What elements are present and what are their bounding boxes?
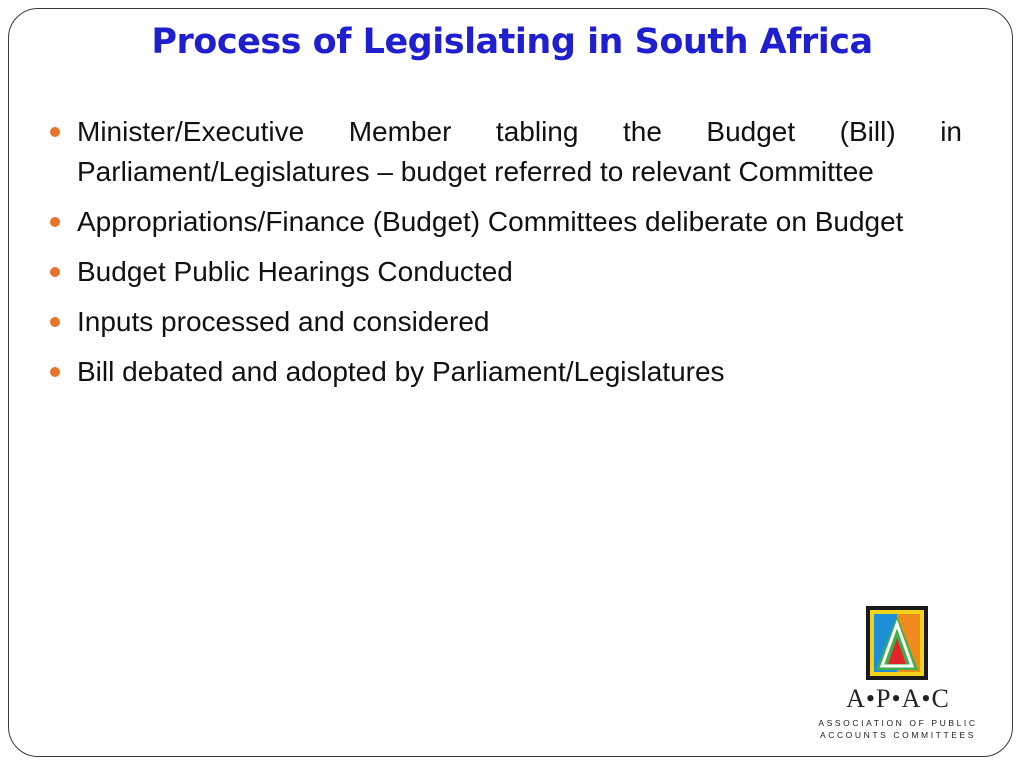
bullet-item [48,112,962,192]
bullet-text: Inputs processed and considered [77,306,490,337]
logo-tagline-line1: ASSOCIATION OF PUBLIC [818,718,978,728]
bullet-item [48,352,962,392]
bullet-dot-icon [50,317,60,327]
bullet-dot-icon [50,217,60,227]
bullet-list [48,112,962,402]
bullet-text: Budget Public Hearings Conducted [77,256,513,287]
apac-logo-mark-icon [864,604,930,682]
bullet-dot-icon [50,367,60,377]
bullet-item [48,252,962,292]
slide-title: Process of Legislating in South Africa [151,22,873,62]
bullet-item [48,302,962,342]
logo-name: A•P•A•C [846,684,950,713]
bullet-dot-icon [50,267,60,277]
apac-logo [818,602,978,742]
bullet-text: Bill debated and adopted by Parliament/Legislatures [77,356,725,387]
bullet-text: Minister/Executive Member tabling the Budget (Bill) in Parliament/Legislatures – budget referred to relevant Committee [77,116,962,187]
bullet-dot-icon [50,127,60,137]
logo-tagline-line2: ACCOUNTS COMMITTEES [819,730,977,740]
bullet-item [48,202,962,242]
bullet-text: Appropriations/Finance (Budget) Committees deliberate on Budget [77,206,904,237]
